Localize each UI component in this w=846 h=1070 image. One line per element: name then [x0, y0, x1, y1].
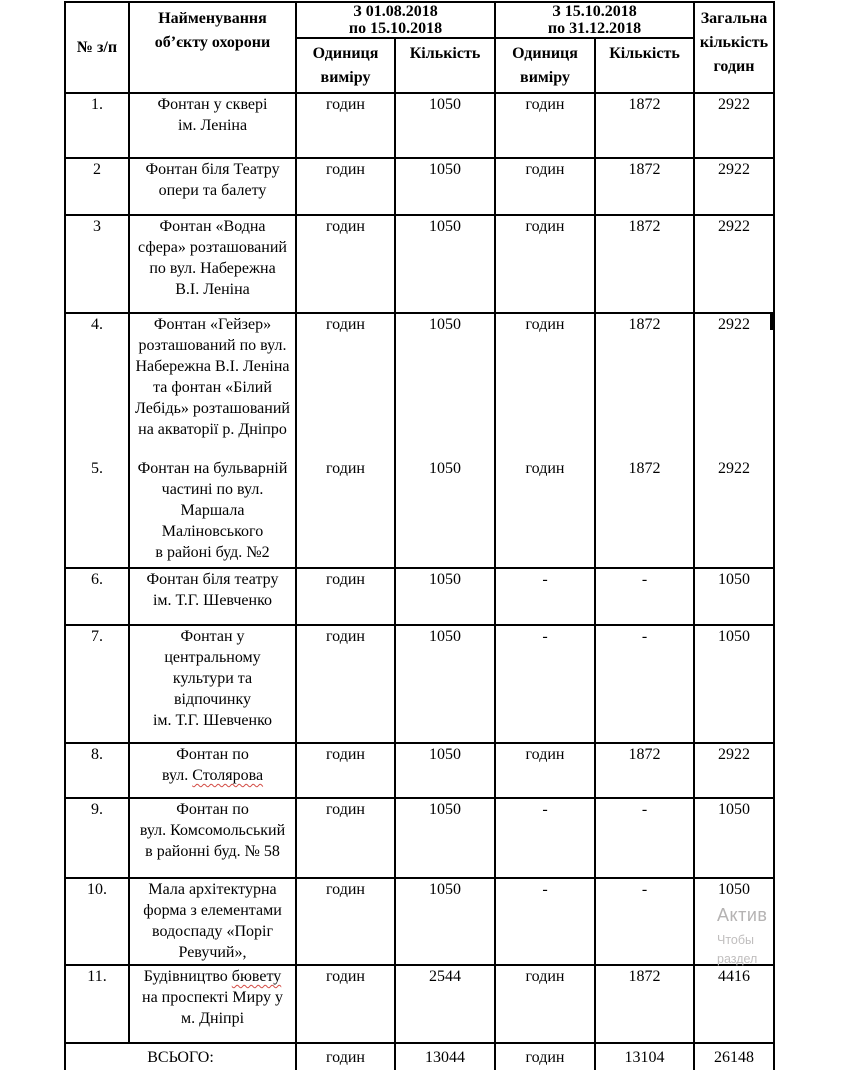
qty-2-cell: 1872	[595, 158, 694, 215]
object-name-cell	[129, 458, 296, 568]
header-unit1-cell: Одиниця виміру	[296, 38, 395, 93]
qty-2-cell: -	[595, 625, 694, 743]
qty-1-cell: 1050	[395, 158, 495, 215]
object-name-line: ім. Т.Г. Шевченко	[152, 592, 273, 609]
table-row-5	[65, 458, 774, 568]
qty-1-cell: 1050	[395, 458, 495, 568]
object-name-line: Фонтан на бульварній	[137, 460, 288, 477]
header-row-periods	[65, 2, 774, 38]
header-period2-line1: З 15.10.2018	[552, 3, 637, 20]
object-name-line: Фонтан «Гейзер»	[153, 316, 272, 333]
table-row-6	[65, 568, 774, 625]
header-period1-line2: по 15.10.2018	[348, 20, 443, 37]
object-name-line: та фонтан «Білий	[153, 379, 272, 396]
object-name-cell	[129, 313, 296, 458]
object-name-cell	[129, 568, 296, 625]
total-hours-cell: 1050	[694, 568, 774, 625]
object-name-line: Лебідь» розташований	[135, 400, 290, 417]
header-period2-line2: по 31.12.2018	[547, 20, 642, 37]
row-number-cell: 6.	[65, 568, 129, 625]
unit-1-cell: годин	[296, 965, 395, 1043]
object-name-line: В.І. Леніна	[175, 281, 250, 298]
object-name-line: центральному	[164, 649, 261, 666]
qty-1-cell: 1050	[395, 743, 495, 798]
unit-2-cell: годин	[495, 743, 595, 798]
total-label-cell: ВСЬОГО:	[65, 1043, 296, 1070]
object-name-cell	[129, 158, 296, 215]
object-name-line: Фонтан у	[180, 628, 245, 645]
qty-1-cell: 2544	[395, 965, 495, 1043]
watermark-line-2: Чтобы	[717, 933, 755, 947]
unit-1-cell: годин	[296, 1043, 395, 1070]
qty-2-cell: 1872	[595, 458, 694, 568]
header-object-cell	[129, 2, 296, 93]
watermark-line-1: Актив	[717, 905, 768, 925]
object-name-line: опери та балету	[158, 182, 267, 199]
object-name-line: Маліновського	[161, 523, 264, 540]
total-hours-cell: 1050	[694, 625, 774, 743]
unit-1-cell: годин	[296, 158, 395, 215]
unit-2-cell: годин	[495, 158, 595, 215]
unit-2-cell: -	[495, 798, 595, 878]
object-name-line: Фонтан біля театру	[146, 571, 279, 588]
row-number-cell: 4.	[65, 313, 129, 458]
unit-2-cell: -	[495, 625, 595, 743]
object-name-line: Мала архітектурна	[148, 881, 277, 898]
object-name-cell	[129, 93, 296, 158]
row-number-cell: 8.	[65, 743, 129, 798]
table-row-11	[65, 965, 774, 1043]
row-number-cell: 2	[65, 158, 129, 215]
object-name-line: розташований по вул.	[138, 337, 287, 354]
qty-2-cell: 1872	[595, 965, 694, 1043]
header-num-label: № з/п	[76, 38, 118, 56]
header-period1-line1: З 01.08.2018	[353, 3, 438, 20]
object-name-line: вул. Комсомольський	[139, 822, 286, 839]
fountain-hours-table	[64, 1, 775, 1070]
misspelled-word: бювету	[231, 968, 282, 985]
header-total-label: Загальна кількість годин	[699, 10, 769, 75]
total-hours-cell: 2922	[694, 458, 774, 568]
total-hours-cell: 1050	[694, 878, 774, 965]
total-hours-cell: 26148	[694, 1043, 774, 1070]
row-number-cell: 1.	[65, 93, 129, 158]
unit-2-cell: годин	[495, 93, 595, 158]
object-name-cell	[129, 878, 296, 965]
table-body	[65, 93, 774, 1070]
header-qty2-cell: Кількість	[595, 38, 694, 93]
qty-1-cell: 1050	[395, 878, 495, 965]
unit-1-cell: годин	[296, 93, 395, 158]
total-hours-cell: 2922	[694, 93, 774, 158]
total-hours-cell: 4416	[694, 965, 774, 1043]
unit-1-cell: годин	[296, 215, 395, 313]
unit-2-cell: годин	[495, 458, 595, 568]
header-period2-cell	[495, 2, 694, 38]
object-name-cell	[129, 798, 296, 878]
unit-1-cell: годин	[296, 743, 395, 798]
object-name-line: ім. Т.Г. Шевченко	[152, 712, 273, 729]
table-total-row	[65, 1043, 774, 1070]
object-name-cell	[129, 965, 296, 1043]
qty-2-cell: 1872	[595, 93, 694, 158]
object-name-line: Фонтан у сквері	[157, 96, 268, 113]
object-name-cell	[129, 215, 296, 313]
object-name-line: частині по вул.	[161, 481, 264, 498]
qty-2-cell: 1872	[595, 215, 694, 313]
qty-1-cell: 13044	[395, 1043, 495, 1070]
table-header	[65, 2, 774, 93]
header-num-cell	[65, 2, 129, 93]
row-number-cell: 3	[65, 215, 129, 313]
total-hours-cell: 2922	[694, 313, 774, 458]
qty-1-cell: 1050	[395, 215, 495, 313]
object-name-line: Фонтан біля Театру	[145, 161, 280, 178]
object-name-line: ім. Леніна	[177, 117, 248, 134]
watermark-line-3: раздел	[717, 952, 758, 966]
windows-activation-watermark	[717, 904, 774, 967]
object-name-line: в районі буд. №2	[155, 544, 270, 561]
table-row-7	[65, 625, 774, 743]
table-row-1	[65, 93, 774, 158]
object-name-cell	[129, 743, 296, 798]
object-name-line: Маршала	[180, 502, 245, 519]
total-hours-cell: 2922	[694, 743, 774, 798]
row-number-cell: 7.	[65, 625, 129, 743]
unit-2-cell: годин	[495, 965, 595, 1043]
unit-2-cell: годин	[495, 215, 595, 313]
object-name-line: в районні буд. № 58	[145, 843, 280, 860]
misspelled-word: Столярова	[192, 767, 264, 784]
row-number-cell: 9.	[65, 798, 129, 878]
object-name-line: Фонтан «Водна	[159, 218, 266, 235]
table-row-2	[65, 158, 774, 215]
qty-2-cell: -	[595, 878, 694, 965]
object-name-line: вул. Столярова	[161, 767, 264, 784]
unit-1-cell: годин	[296, 625, 395, 743]
header-total-cell	[694, 2, 774, 93]
object-name-line: м. Дніпрі	[180, 1010, 245, 1027]
unit-1-cell: годин	[296, 798, 395, 878]
unit-2-cell: -	[495, 568, 595, 625]
unit-2-cell: годин	[495, 1043, 595, 1070]
qty-2-cell: 1872	[595, 743, 694, 798]
table-row-4	[65, 313, 774, 458]
object-name-line: сфера» розташований	[138, 239, 287, 256]
header-qty1-cell: Кількість	[395, 38, 495, 93]
qty-1-cell: 1050	[395, 568, 495, 625]
header-object-label: Найменування об’єкту охорони	[154, 10, 271, 51]
object-name-line: по вул. Набережна	[149, 260, 276, 277]
qty-2-cell: 13104	[595, 1043, 694, 1070]
row-number-cell: 10.	[65, 878, 129, 965]
qty-2-cell: -	[595, 568, 694, 625]
object-name-line: Будівництво бювету	[143, 968, 282, 985]
unit-1-cell: годин	[296, 313, 395, 458]
object-name-line: на проспекті Миру у	[142, 989, 283, 1006]
table-row-3	[65, 215, 774, 313]
unit-1-cell: годин	[296, 458, 395, 568]
row-number-cell: 11.	[65, 965, 129, 1043]
qty-1-cell: 1050	[395, 93, 495, 158]
object-name-cell	[129, 625, 296, 743]
total-hours-cell: 2922	[694, 158, 774, 215]
qty-1-cell: 1050	[395, 313, 495, 458]
table-row-8	[65, 743, 774, 798]
unit-2-cell: -	[495, 878, 595, 965]
unit-1-cell: годин	[296, 568, 395, 625]
header-unit2-cell: Одиниця виміру	[495, 38, 595, 93]
row-number-cell: 5.	[65, 458, 129, 568]
object-name-line: Фонтан по	[176, 801, 249, 818]
object-name-line: культури та	[172, 670, 253, 687]
unit-1-cell: годин	[296, 878, 395, 965]
object-name-line: Фонтан по	[176, 746, 249, 763]
total-hours-cell: 2922	[694, 215, 774, 313]
qty-2-cell: 1872	[595, 313, 694, 458]
object-name-line: форма з елементами	[143, 902, 282, 919]
table-row-9	[65, 798, 774, 878]
qty-2-cell: -	[595, 798, 694, 878]
object-name-line: відпочинку	[173, 691, 251, 708]
total-hours-cell: 1050	[694, 798, 774, 878]
object-name-line: водоспаду «Поріг	[152, 923, 273, 940]
object-name-line: Набережна В.І. Леніна	[135, 358, 290, 375]
unit-2-cell: годин	[495, 313, 595, 458]
qty-1-cell: 1050	[395, 798, 495, 878]
table-row-10	[65, 878, 774, 965]
qty-1-cell: 1050	[395, 625, 495, 743]
text-caret	[770, 312, 773, 330]
header-period1-cell	[296, 2, 495, 38]
object-name-line: Ревучий»,	[178, 944, 247, 961]
object-name-line: на акваторії р. Дніпро	[138, 421, 287, 438]
